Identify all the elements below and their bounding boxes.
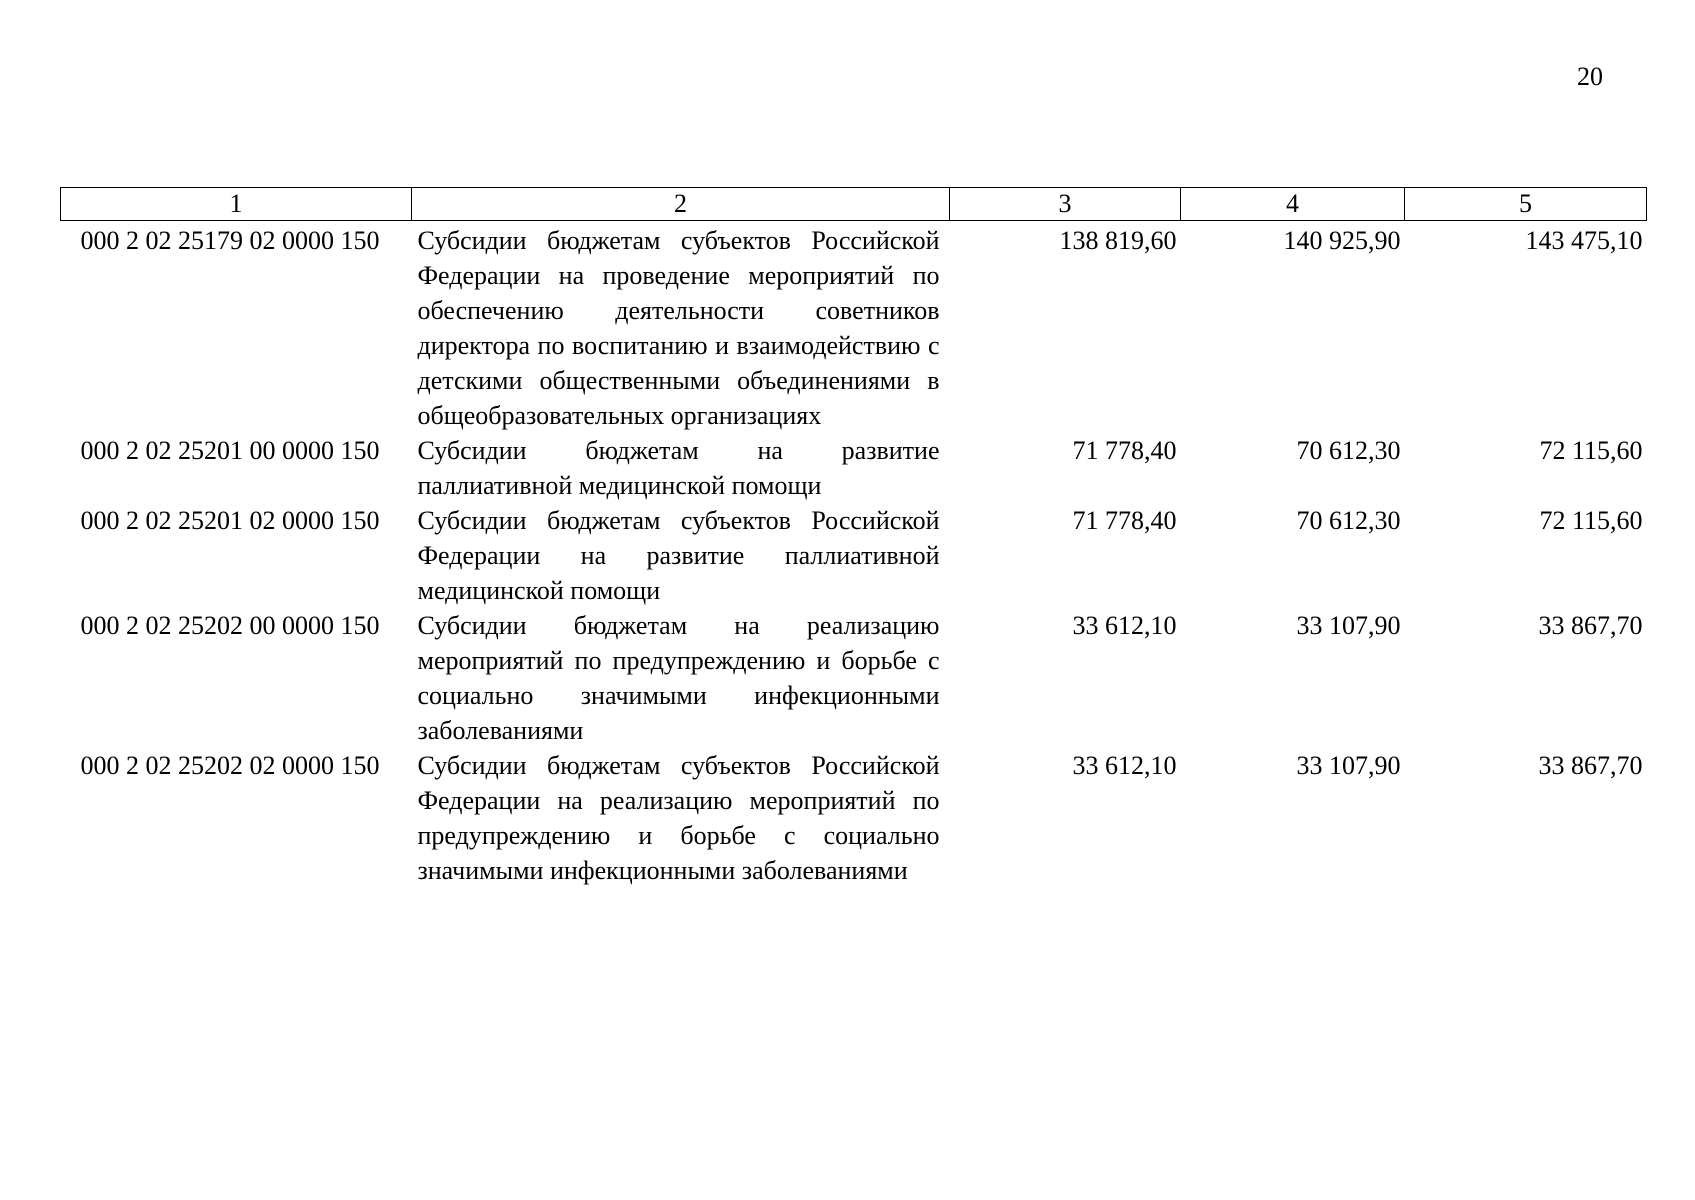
table-row [61,503,1647,608]
row-code: 000 2 02 25179 02 0000 150 [80,226,380,255]
row-code: 000 2 02 25202 00 0000 150 [80,611,380,640]
row-value-3: 71 778,40 [1072,436,1177,465]
row-description: Субсидии бюджетам субъектов Российской Федерации на развитие паллиативной медицинской помощи [417,506,940,605]
row-value-5: 72 115,60 [1539,436,1643,465]
row-value-5: 72 115,60 [1539,506,1643,535]
table-row [61,608,1647,748]
page-number: 20 [1577,62,1603,91]
row-value-4: 140 925,90 [1283,226,1401,255]
row-value-4: 70 612,30 [1296,436,1401,465]
table-header [61,188,1647,221]
table-row [61,221,1647,434]
row-description: Субсидии бюджетам на развитие паллиативной медицинской помощи [417,436,940,500]
row-code: 000 2 02 25202 02 0000 150 [80,751,380,780]
header-col-3: 3 [950,188,1181,221]
row-value-4: 33 107,90 [1296,611,1401,640]
row-code: 000 2 02 25201 02 0000 150 [80,506,380,535]
row-description: Субсидии бюджетам на реализацию мероприятий по предупреждению и борьбе с социально значимыми инфекционными заболеваниями [417,611,940,745]
row-value-3: 138 819,60 [1059,226,1177,255]
row-value-5: 33 867,70 [1538,611,1643,640]
budget-table [60,187,1647,888]
header-col-2: 2 [412,188,950,221]
table-row [61,433,1647,503]
header-col-1: 1 [61,188,412,221]
row-value-4: 70 612,30 [1296,506,1401,535]
row-value-4: 33 107,90 [1296,751,1401,780]
row-description: Субсидии бюджетам субъектов Российской Федерации на реализацию мероприятий по предупреждению и борьбе с социально значимыми инфекционными заболеваниями [417,751,940,885]
header-col-4: 4 [1181,188,1405,221]
table-row [61,748,1647,888]
row-value-3: 71 778,40 [1072,506,1177,535]
row-value-5: 143 475,10 [1525,226,1643,255]
header-row [61,188,1647,221]
table-body [61,221,1647,889]
header-col-5: 5 [1405,188,1647,221]
row-code: 000 2 02 25201 00 0000 150 [80,436,380,465]
row-value-3: 33 612,10 [1072,751,1177,780]
row-value-3: 33 612,10 [1072,611,1177,640]
row-description: Субсидии бюджетам субъектов Российской Федерации на проведение мероприятий по обеспечению деятельности советников директора по воспитанию и взаимодействию с детскими общественными объединениями в общеобразовательных организациях [417,226,940,430]
row-value-5: 33 867,70 [1538,751,1643,780]
